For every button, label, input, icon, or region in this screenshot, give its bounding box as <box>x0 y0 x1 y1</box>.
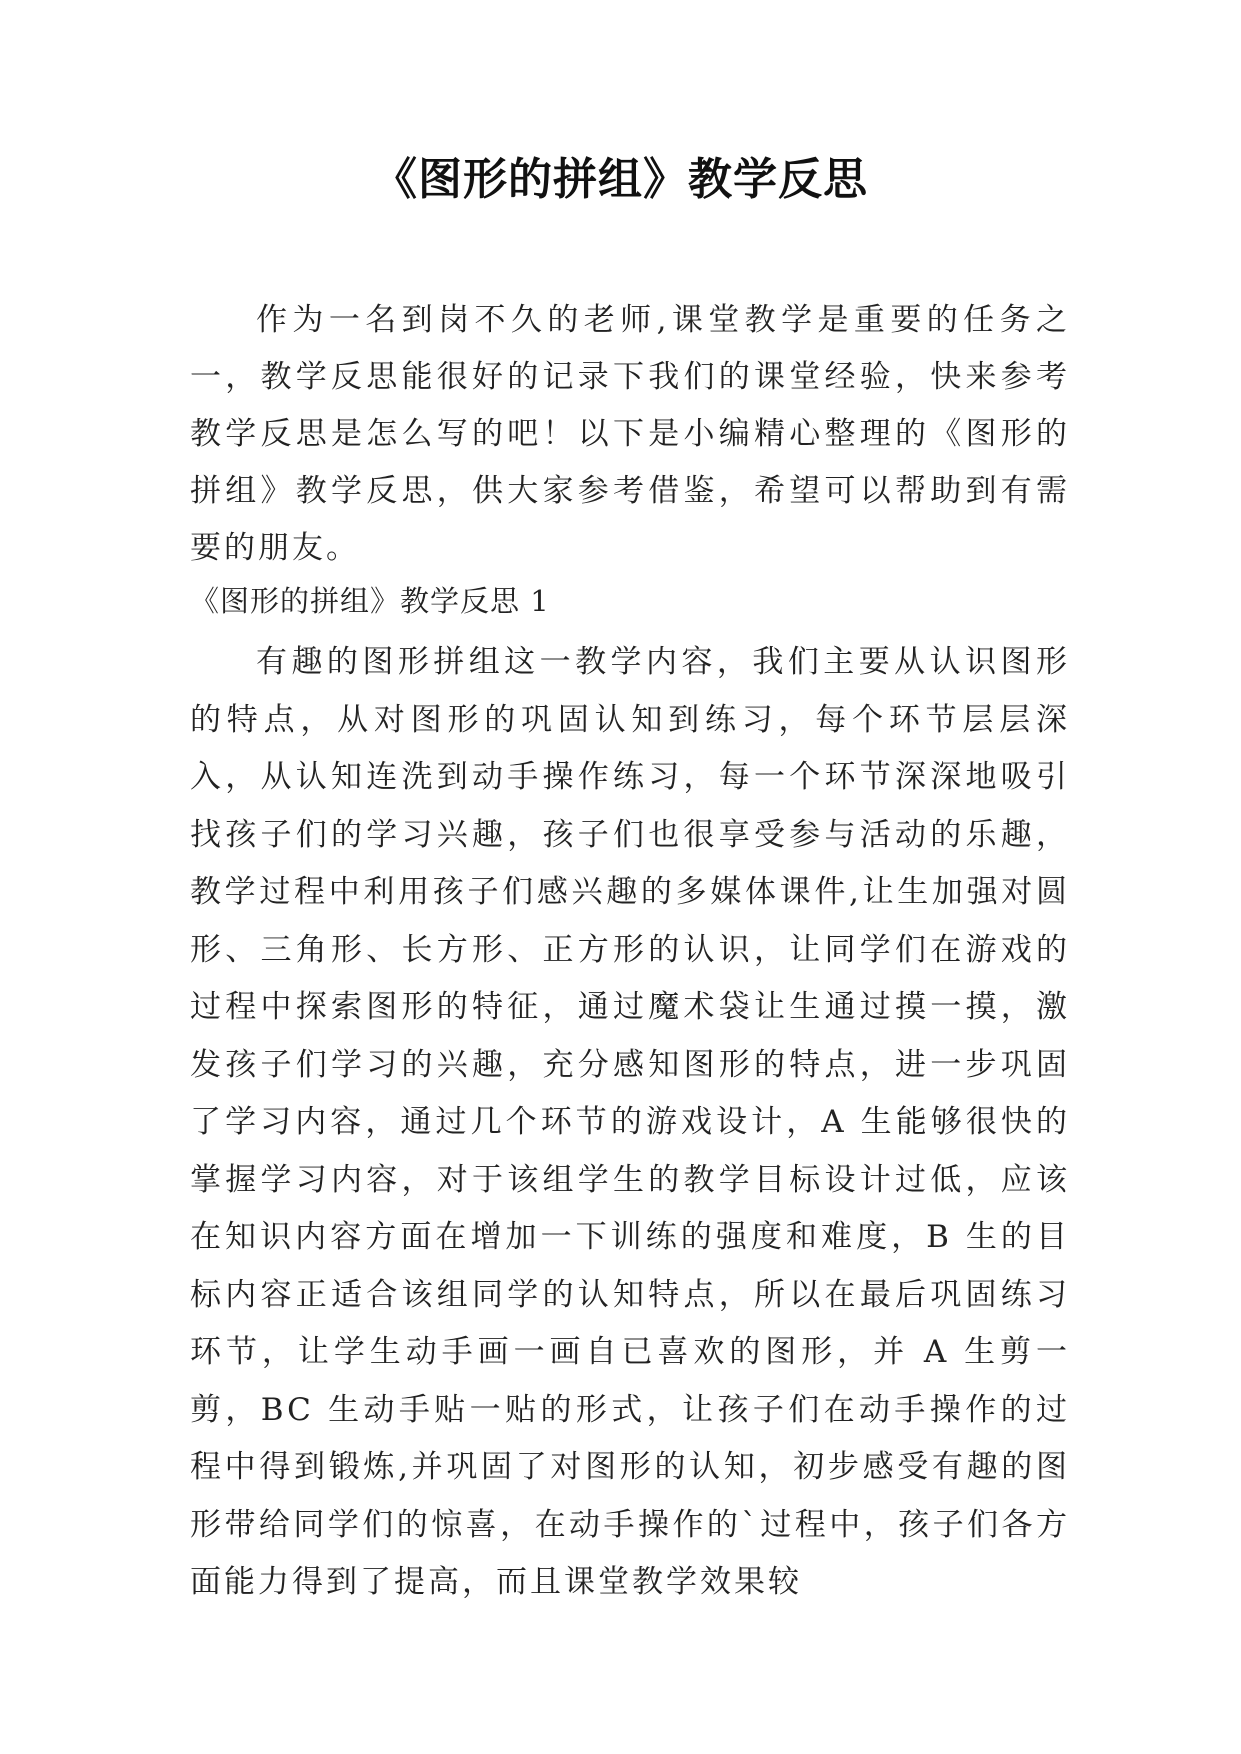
document-title: 《图形的拼组》教学反思 <box>373 154 868 205</box>
intro-paragraph: 作为一名到岗不久的老师,课堂教学是重要的任务之一，教学反思能很好的记录下我们的课堂经验，快来参考教学反思是怎么写的吧！以下是小编精心整理的《图形的拼组》教学反思，供大家参考借鉴，希望可以帮助到有需要的朋友。 <box>190 302 1070 566</box>
section-heading: 《图形的拼组》教学反思 1 <box>190 584 550 618</box>
section-body-paragraph: 有趣的图形拼组这一教学内容，我们主要从认识图形的特点，从对图形的巩固认知到练习，每个环节层层深入，从认知连洗到动手操作练习，每一个环节深深地吸引找孩子们的学习兴趣，孩子们也很享受参与活动的乐趣，教学过程中利用孩子们感兴趣的多媒体课件,让生加强对圆形、三角形、长方形、正方形的认识，让同学们在游戏的过程中探索图形的特征，通过魔术袋让生通过摸一摸，激发孩子们学习的兴趣，充分感知图形的特点，进一步巩固了学习内容，通过几个环节的游戏设计，A 生能够很快的掌握学习内容，对于该组学生的教学目标设计过低，应该在知识内容方面在增加一下训练的强度和难度，B 生的目标内容正适合该组同学的认知特点，所以在最后巩固练习环节，让学生动手画一画自已喜欢的图形，并 A 生剪一剪，BC 生动手贴一贴的形式，让孩子们在动手操作的过程中得到锻炼,并巩固了对图形的认知，初步感受有趣的图形带给同学们的惊喜，在动手操作的`过程中，孩子们各方面能力得到了提高，而且课堂教学效果较 <box>190 644 1070 1600</box>
